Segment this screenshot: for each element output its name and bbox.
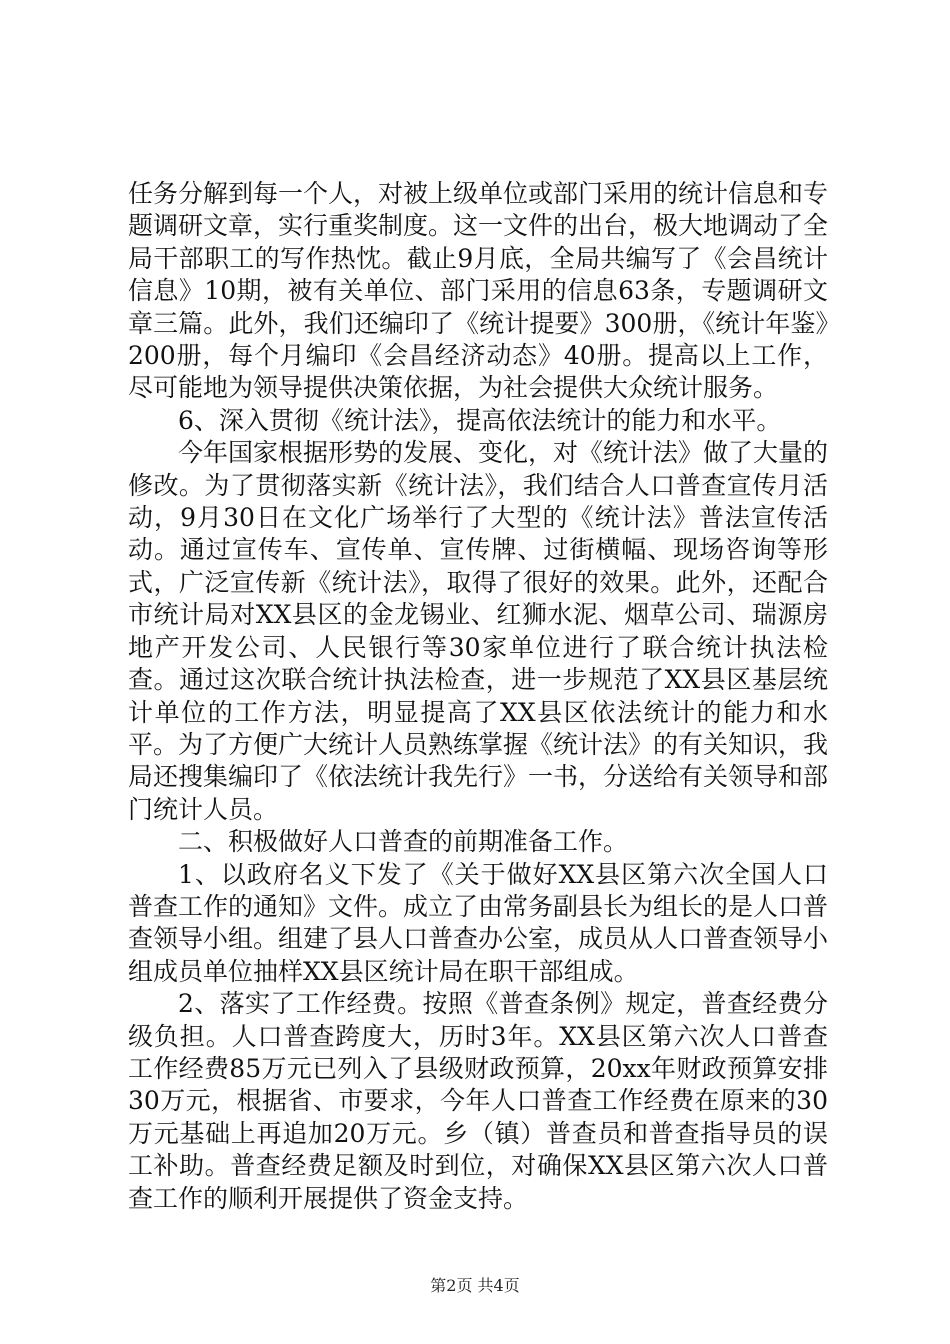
paragraph-continuation: 任务分解到每一个人，对被上级单位或部门采用的统计信息和专题调研文章，实行重奖制度。这一文件的出台，极大地调动了全局干部职工的写作热忱。截止9月底，全局共编写了《会昌统计信息》10期，被有关单位、部门采用的信息63条，专题调研文章三篇。此外，我们还编印了《统计提要》300册，《统计年鉴》200册，每个月编印《会昌经济动态》40册。提高以上工作，尽可能地为领导提供决策依据，为社会提供大众统计服务。 [128, 179, 829, 403]
paragraph-census-funding: 2、落实了工作经费。按照《普查条例》规定，普查经费分级负担。人口普查跨度大，历时3年。XX县区第六次人口普查工作经费85万元已列入了县级财政预算，20xx年财政预算安排30万元，根据省、市要求，今年人口普查工作经费在原来的30万元基础上再追加20万元。乡（镇）普查员和普查指导员的误工补助。普查经费足额及时到位，对确保XX县区第六次人口普查工作的顺利开展提供了资金支持。 [128, 989, 828, 1213]
paragraph-heading-6: 6、深入贯彻《统计法》，提高依法统计的能力和水平。 [178, 405, 782, 435]
paragraph-census-notice: 1、以政府名义下发了《关于做好XX县区第六次全国人口普查工作的通知》文件。成立了由常务副县长为组长的是人口普查领导小组。组建了县人口普查办公室，成员从人口普查领导小组成员单位抽样XX县区统计局在职干部组成。 [128, 859, 829, 986]
document-body [128, 178, 828, 1215]
section-heading-census: 二、积极做好人口普查的前期准备工作。 [178, 827, 629, 857]
paragraph-statistics-law: 今年国家根据形势的发展、变化，对《统计法》做了大量的修改。为了贯彻落实新《统计法》，我们结合人口普查宣传月活动，9月30日在文化广场举行了大型的《统计法》普法宣传活动。通过宣传车、宣传单、宣传牌、过街横幅、现场咨询等形式，广泛宣传新《统计法》，取得了很好的效果。此外，还配合市统计局对XX县区的金龙锡业、红狮水泥、烟草公司、瑞源房地产开发公司、人民银行等30家单位进行了联合统计执法检查。通过这次联合统计执法检查，进一步规范了XX县区基层统计单位的工作方法，明显提高了XX县区依法统计的能力和水平。为了方便广大统计人员熟练掌握《统计法》的有关知识，我局还搜集编印了《依法统计我先行》一书，分送给有关领导和部门统计人员。 [128, 438, 829, 824]
page-footer: 第2页 共4页 [430, 1276, 520, 1295]
